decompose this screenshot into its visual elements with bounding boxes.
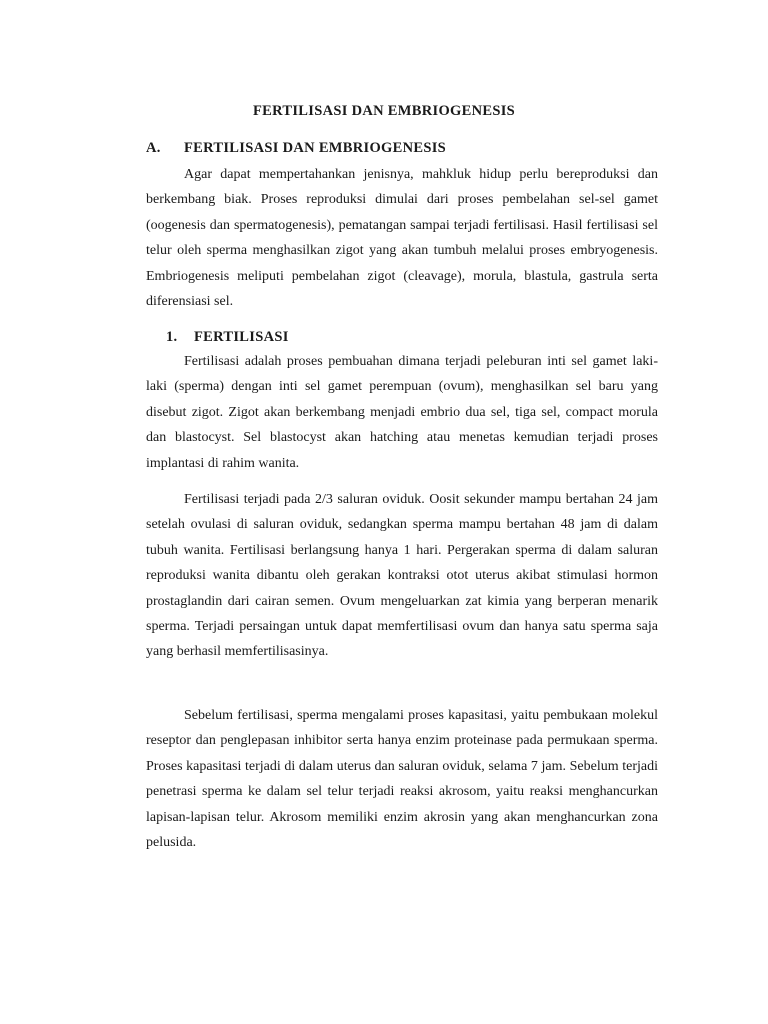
section-a-paragraph: Agar dapat mempertahankan jenisnya, mahkluk hidup perlu bereproduksi dan berkembang biak. Proses reproduksi dimulai dari proses pembelahan sel-sel gamet (oogenesis dan spermatogenesis), pematangan sampai terjadi fertilisasi. Hasil fertilisasi sel telur oleh sperma menghasilkan zigot yang akan tumbuh melalui proses embryogenesis. Embriogenesis meliputi pembelahan zigot (cleavage), morula, blastula, gastrula serta diferensiasi sel.: [146, 167, 658, 310]
fertilisasi-paragraph-3: Sebelum fertilisasi, sperma mengalami proses kapasitasi, yaitu pembukaan molekul reseptor dan penglepasan inhibitor serta hanya enzim proteinase pada permukaan sperma. Proses kapasitasi terjadi di dalam uterus dan saluran oviduk, selama 7 jam. Sebelum terjadi penetrasi sperma ke dalam sel telur terjadi reaksi akrosom, yaitu reaksi menghancurkan lapisan-lapisan telur. Akrosom memiliki enzim akrosin yang akan menghancurkan zona pelusida.: [146, 708, 658, 851]
fertilisasi-paragraph-2: Fertilisasi terjadi pada 2/3 saluran oviduk. Oosit sekunder mampu bertahan 24 jam setelah ovulasi di saluran oviduk, sedangkan sperma mampu bertahan 48 jam di dalam tubuh wanita. Fertilisasi berlangsung hanya 1 hari. Pergerakan sperma di dalam saluran reproduksi wanita dibantu oleh gerakan kontraksi otot uterus akibat stimulasi hormon prostaglandin dari cairan semen. Ovum mengeluarkan zat kimia yang berperan menarik sperma. Terjadi persaingan untuk dapat memfertilisasi ovum dan hanya satu sperma saja yang berhasil memfertilisasinya.: [146, 492, 658, 660]
fertilisasi-paragraph-1: Fertilisasi adalah proses pembuahan dimana terjadi peleburan inti sel gamet laki-laki (sperma) dengan inti sel gamet perempuan (ovum), menghasilkan sel baru yang disebut zigot. Zigot akan berkembang menjadi embrio dua sel, tiga sel, compact morula dan blastocyst. Sel blastocyst akan hatching atau menetas kemudian terjadi proses implantasi di rahim wanita.: [146, 354, 658, 471]
subsection-heading-text: FERTILISASI: [194, 329, 289, 345]
section-letter: A.: [146, 140, 161, 156]
document-title: FERTILISASI DAN EMBRIOGENESIS: [252, 103, 515, 119]
section-heading-a: [146, 140, 446, 157]
section-heading-text: FERTILISASI DAN EMBRIOGENESIS: [184, 140, 447, 156]
subsection-number: 1.: [166, 329, 178, 345]
subsection-heading-1: [166, 329, 289, 346]
